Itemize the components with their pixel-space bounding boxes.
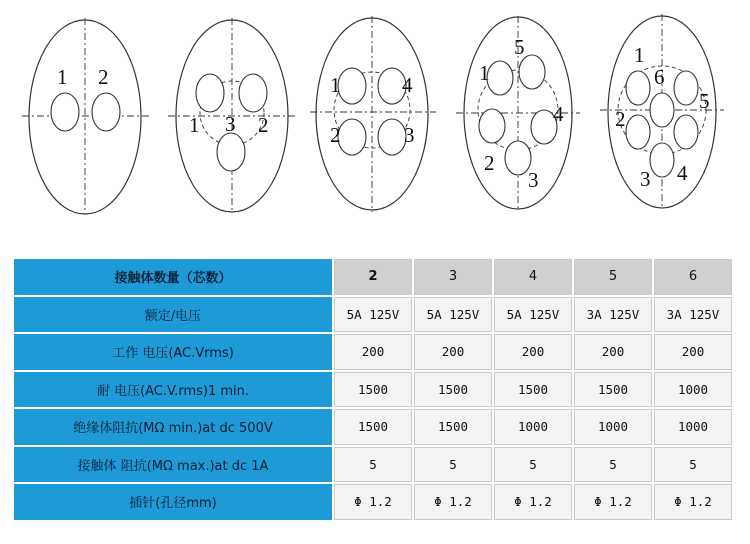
pin-6 xyxy=(650,93,674,127)
table-cell: 5 xyxy=(574,447,652,483)
table-cell: Φ 1.2 xyxy=(654,484,732,520)
table-cell: Φ 1.2 xyxy=(574,484,652,520)
pin-label: 2 xyxy=(484,151,495,175)
table-cell: 200 xyxy=(494,334,572,370)
table-cell: 1000 xyxy=(574,409,652,445)
table-cell: 1500 xyxy=(414,372,492,408)
table-cell: 1500 xyxy=(494,372,572,408)
table-cell: 1500 xyxy=(334,372,412,408)
table-header-row xyxy=(14,259,732,295)
diagram-2-pin xyxy=(22,18,150,214)
row-label: 耐 电压(AC.V.rms)1 min. xyxy=(14,372,332,408)
pin-label: 3 xyxy=(640,167,651,191)
row-label: 接触体 阻抗(MΩ max.)at dc 1A xyxy=(14,447,332,483)
row-label: 接触体数量（芯数） xyxy=(14,259,332,295)
pin-3 xyxy=(650,143,674,177)
column-header: 2 xyxy=(334,259,412,295)
pin-label: 3 xyxy=(528,168,539,192)
spec-table xyxy=(12,257,734,522)
pin-label: 2 xyxy=(615,107,626,131)
diagram-6-pin xyxy=(600,14,724,208)
table-cell: 200 xyxy=(574,334,652,370)
pin-2 xyxy=(338,119,366,155)
diagram-3-pin xyxy=(168,18,296,212)
table-cell: 1000 xyxy=(494,409,572,445)
pin-label: 1 xyxy=(634,43,645,67)
table-row xyxy=(14,409,732,445)
pin-label: 4 xyxy=(553,102,564,126)
table-row xyxy=(14,372,732,408)
table-cell: Φ 1.2 xyxy=(414,484,492,520)
pin-2 xyxy=(626,115,650,149)
table-cell: Φ 1.2 xyxy=(494,484,572,520)
table-cell: 5 xyxy=(494,447,572,483)
pin-label: 3 xyxy=(225,112,236,136)
diagram-4-pin xyxy=(310,16,436,212)
column-header: 4 xyxy=(494,259,572,295)
pin-label: 1 xyxy=(57,65,68,89)
table-cell: 5A 125V xyxy=(494,297,572,333)
table-cell: 3A 125V xyxy=(654,297,732,333)
pin-label: 1 xyxy=(479,61,490,85)
pin-1 xyxy=(51,93,79,131)
pin-2 xyxy=(479,109,505,143)
row-label: 绝缘体阻抗(MΩ min.)at dc 500V xyxy=(14,409,332,445)
pin-label: 5 xyxy=(699,89,710,113)
table-cell: 5 xyxy=(414,447,492,483)
table-cell: 5 xyxy=(654,447,732,483)
diagram-5-pin xyxy=(456,16,580,210)
pin-label: 3 xyxy=(404,123,415,147)
table-cell: 1500 xyxy=(414,409,492,445)
pin-label: 2 xyxy=(258,113,269,137)
row-label: 额定/电压 xyxy=(14,297,332,333)
table-cell: Φ 1.2 xyxy=(334,484,412,520)
pin-2 xyxy=(92,93,120,131)
column-header: 5 xyxy=(574,259,652,295)
table-cell: 3A 125V xyxy=(574,297,652,333)
table-cell: 5A 125V xyxy=(334,297,412,333)
table-cell: 200 xyxy=(654,334,732,370)
table-cell: 5 xyxy=(334,447,412,483)
table-row xyxy=(14,297,732,333)
table-cell: 1500 xyxy=(574,372,652,408)
pin-3 xyxy=(378,119,406,155)
pin-label: 6 xyxy=(654,65,665,89)
pin-5 xyxy=(519,55,545,89)
column-header: 6 xyxy=(654,259,732,295)
table-cell: 1000 xyxy=(654,372,732,408)
pin-1 xyxy=(196,74,224,112)
pin-1 xyxy=(626,71,650,105)
pin-1 xyxy=(338,68,366,104)
pin-2 xyxy=(239,74,267,112)
pin-label: 2 xyxy=(98,65,109,89)
pin-label: 4 xyxy=(402,73,413,97)
pin-layout-diagrams xyxy=(0,0,750,240)
table-row xyxy=(14,447,732,483)
pin-3 xyxy=(217,133,245,171)
pin-label: 4 xyxy=(677,161,688,185)
pin-5 xyxy=(674,71,698,105)
table-cell: 5A 125V xyxy=(414,297,492,333)
table-cell: 1000 xyxy=(654,409,732,445)
table-row xyxy=(14,484,732,520)
column-header: 3 xyxy=(414,259,492,295)
pin-label: 2 xyxy=(330,123,341,147)
table-cell: 1500 xyxy=(334,409,412,445)
pin-1 xyxy=(487,61,513,95)
table-cell: 200 xyxy=(414,334,492,370)
pin-4 xyxy=(674,115,698,149)
pin-label: 5 xyxy=(514,35,525,59)
pin-label: 1 xyxy=(189,113,200,137)
pin-label: 1 xyxy=(330,73,341,97)
table-row xyxy=(14,334,732,370)
row-label: 工作 电压(AC.Vrms) xyxy=(14,334,332,370)
row-label: 插针(孔径mm) xyxy=(14,484,332,520)
table-cell: 200 xyxy=(334,334,412,370)
